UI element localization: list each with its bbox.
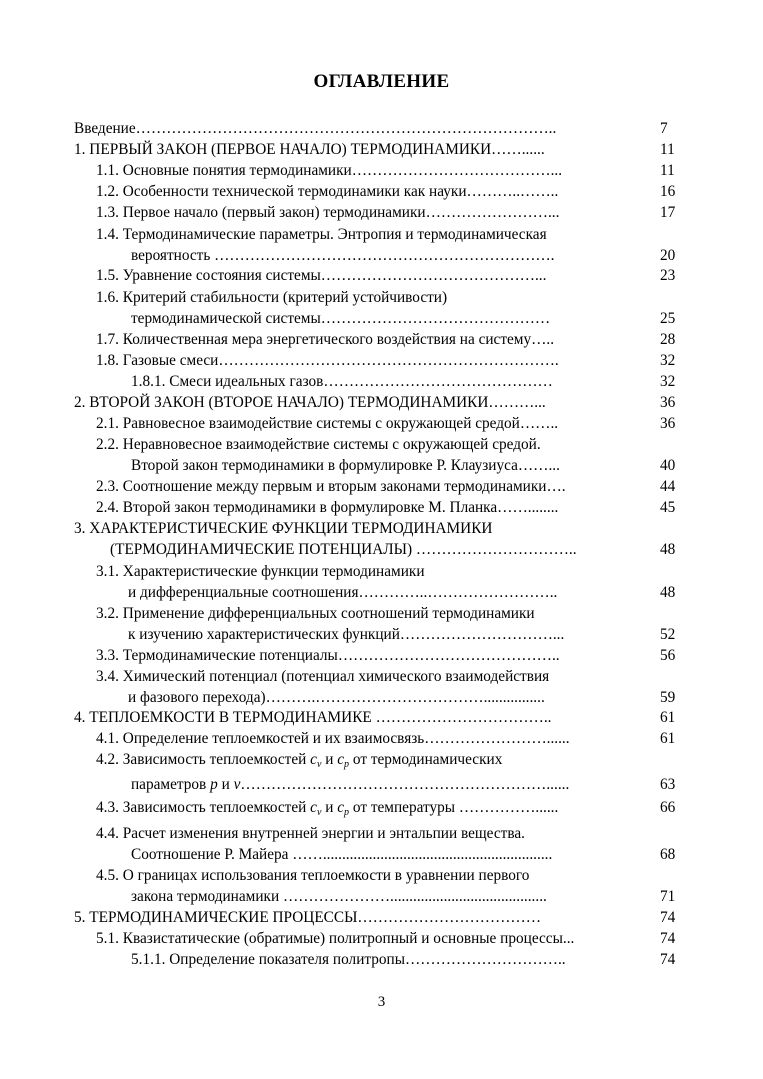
toc-entry-text: термодинамической системы……………………………………… — [131, 310, 551, 327]
toc-entry[interactable] — [0, 393, 763, 413]
toc-entry-text: 4.4. Расчет изменения внутренней энергии и энтальпии вещества. — [96, 825, 525, 842]
toc-entry-page: 40 — [660, 457, 676, 474]
toc-entry-page: 25 — [660, 310, 676, 327]
toc-entry[interactable] — [0, 203, 763, 223]
toc-entry-page: 32 — [660, 352, 676, 369]
toc-entry[interactable] — [0, 708, 763, 728]
toc-entry[interactable] — [0, 750, 763, 770]
toc-entry-text: 4. ТЕПЛОЕМКОСТИ В ТЕРМОДИНАМИКЕ …………………………….. — [74, 709, 552, 726]
toc-entry-page: 74 — [660, 930, 676, 947]
page-number: 3 — [377, 994, 386, 1010]
toc-entry-text: Введение……………………………………………………………………….. — [74, 120, 557, 137]
toc-entry-page: 74 — [660, 951, 676, 968]
toc-entry[interactable] — [0, 824, 763, 844]
toc-entry-text: 4.2. Зависимость теплоемкостей $c_v$ и $c_p$ от термодинамических — [96, 751, 503, 770]
toc-entry-page: 36 — [660, 394, 676, 411]
toc-entry-page: 28 — [660, 331, 676, 348]
toc-entry[interactable] — [0, 372, 763, 392]
toc-entry-text: 1.8. Газовые смеси…………………………………………………………. — [96, 352, 559, 369]
toc-entry-page: 59 — [660, 689, 676, 706]
toc-entry-text: 1.4. Термодинамические параметры. Энтропия и термодинамическая — [96, 226, 547, 243]
toc-entry-text: 5. ТЕРМОДИНАМИЧЕСКИЕ ПРОЦЕССЫ……………………………… — [74, 909, 541, 926]
toc-entry-text: 2.2. Неравновесное взаимодействие системы с окружающей средой. — [96, 436, 541, 453]
toc-entry-text: 5.1. Квазистатические (обратимые) политропный и основные процессы... — [96, 930, 575, 947]
toc-entry-continuation[interactable] — [0, 583, 763, 603]
toc-entry-text: 3.3. Термодинамические потенциалы…………………………………….. — [96, 647, 560, 664]
toc-entry[interactable] — [0, 646, 763, 666]
toc-entry-page: 66 — [660, 799, 676, 816]
toc-entry[interactable] — [0, 161, 763, 181]
toc-entry-text: (ТЕРМОДИНАМИЧЕСКИЕ ПОТЕНЦИАЛЫ) ………………………….. — [110, 541, 577, 558]
toc-entry[interactable] — [0, 950, 763, 970]
toc-entry-continuation[interactable] — [0, 456, 763, 476]
toc-entry-page: 36 — [660, 415, 676, 432]
toc-entry-text: 4.1. Определение теплоемкостей и их взаимосвязь……………………...... — [96, 730, 570, 747]
toc-entry-text: и дифференциальные соотношения…………..…………………….. — [128, 584, 558, 601]
toc-entry-text: 4.3. Зависимость теплоемкостей $c_v$ и $c_p$ от температуры ……………...... — [96, 799, 559, 818]
toc-entry-page: 48 — [660, 584, 676, 601]
toc-entry-page: 48 — [660, 541, 676, 558]
toc-entry-page: 23 — [660, 267, 676, 284]
toc-entry-page: 17 — [660, 204, 676, 221]
toc-entry[interactable] — [0, 562, 763, 582]
toc-entry-text: параметров p и v……………………………………………………...... — [131, 776, 570, 793]
toc-entry[interactable] — [0, 798, 763, 818]
toc-entry-page: 56 — [660, 647, 676, 664]
toc-entry[interactable] — [0, 140, 763, 160]
toc-entry-text: Соотношение Р. Майера ……............................................................ — [131, 846, 553, 863]
toc-entry-page: 32 — [660, 373, 676, 390]
toc-entry-text: 3.1. Характеристические функции термодинамики — [96, 563, 425, 580]
toc-entry[interactable] — [0, 351, 763, 371]
toc-entry-continuation[interactable] — [0, 887, 763, 907]
toc-entry-text: вероятность …………………………………………………………. — [131, 247, 555, 264]
toc-entry-page: 44 — [660, 478, 676, 495]
toc-entry-text: 2. ВТОРОЙ ЗАКОН (ВТОРОЕ НАЧАЛО) ТЕРМОДИНАМИКИ………... — [74, 394, 546, 411]
toc-entry-text: 1.6. Критерий стабильности (критерий устойчивости) — [96, 289, 448, 306]
toc-entry-continuation[interactable] — [0, 540, 763, 560]
toc-entry-text: 1.2. Особенности технической термодинамики как науки………..…….. — [96, 183, 559, 200]
toc-entry[interactable] — [0, 225, 763, 245]
toc-entry[interactable] — [0, 729, 763, 749]
toc-entry-text: закона термодинамики …………………......................................... — [131, 888, 547, 905]
toc-entry-text: 2.1. Равновесное взаимодействие системы с окружающей средой…….. — [96, 415, 559, 432]
toc-entry-text: 1.5. Уравнение состояния системы……………………………………... — [96, 267, 547, 284]
toc-entry[interactable] — [0, 908, 763, 928]
toc-entry-continuation[interactable] — [0, 775, 763, 795]
toc-entry-text: 1.3. Первое начало (первый закон) термодинамики……………………... — [96, 204, 560, 221]
toc-entry-text: 1.8.1. Смеси идеальных газов……………………………………… — [131, 373, 553, 390]
toc-entry-page: 68 — [660, 846, 676, 863]
toc-entry[interactable] — [0, 414, 763, 434]
toc-entry-text: 3.2. Применение дифференциальных соотношений термодинамики — [96, 605, 535, 622]
toc-entry[interactable] — [0, 519, 763, 539]
toc-entry-text: 4.5. О границах использования теплоемкости в уравнении первого — [96, 867, 530, 884]
toc-entry-text: 1.1. Основные понятия термодинамики…………………………………... — [96, 162, 563, 179]
toc-entry[interactable] — [0, 477, 763, 497]
toc-entry[interactable] — [0, 498, 763, 518]
toc-entry-page: 71 — [660, 888, 676, 905]
toc-entry[interactable] — [0, 330, 763, 350]
toc-entry-continuation[interactable] — [0, 688, 763, 708]
toc-entry-page: 52 — [660, 626, 676, 643]
toc-entry[interactable] — [0, 604, 763, 624]
toc-entry-text: 2.4. Второй закон термодинамики в формулировке М. Планка……........ — [96, 499, 559, 516]
toc-entry-page: 63 — [660, 776, 676, 793]
toc-entry[interactable] — [0, 866, 763, 886]
toc-entry-page: 16 — [660, 183, 676, 200]
toc-entry[interactable] — [0, 929, 763, 949]
toc-entry[interactable] — [0, 435, 763, 455]
toc-entry-page: 45 — [660, 499, 676, 516]
toc-entry-continuation[interactable] — [0, 845, 763, 865]
toc-entry[interactable] — [0, 182, 763, 202]
toc-entry-text: к изучению характеристических функций…………………………... — [128, 626, 565, 643]
toc-entry-text: 2.3. Соотношение между первым и вторым законами термодинамики…. — [96, 478, 566, 495]
toc-entry-text: 3. ХАРАКТЕРИСТИЧЕСКИЕ ФУНКЦИИ ТЕРМОДИНАМИКИ — [74, 520, 493, 537]
toc-entry[interactable] — [0, 667, 763, 687]
toc-entry-page: 74 — [660, 909, 676, 926]
toc-entry-text: 1. ПЕРВЫЙ ЗАКОН (ПЕРВОЕ НАЧАЛО) ТЕРМОДИНАМИКИ……...... — [74, 141, 545, 158]
toc-entry-page: 20 — [660, 247, 676, 264]
toc-entry-text: 5.1.1. Определение показателя политропы………………………….. — [131, 951, 566, 968]
toc-entry-text: Второй закон термодинамики в формулировке Р. Клаузиуса……... — [131, 457, 560, 474]
toc-entry-page: 61 — [660, 730, 676, 747]
toc-entry-continuation[interactable] — [0, 246, 763, 266]
toc-entry-page: 11 — [660, 141, 675, 158]
toc-entry-continuation[interactable] — [0, 309, 763, 329]
page-title: ОГЛАВЛЕНИЕ — [313, 71, 450, 92]
toc-entry[interactable] — [0, 119, 763, 139]
toc-entry-page: 61 — [660, 709, 676, 726]
toc-entry-continuation[interactable] — [0, 625, 763, 645]
toc-entry[interactable] — [0, 288, 763, 308]
toc-entry-text: 3.4. Химический потенциал (потенциал химического взаимодействия — [96, 668, 550, 685]
toc-entry[interactable] — [0, 266, 763, 286]
toc-entry-text: и фазового перехода)……….……………………………................ — [128, 689, 545, 706]
toc-entry-text: 1.7. Количественная мера энергетического воздействия на систему….. — [96, 331, 555, 348]
toc-entry-page: 11 — [660, 162, 675, 179]
toc-entry-page: 7 — [660, 120, 668, 137]
